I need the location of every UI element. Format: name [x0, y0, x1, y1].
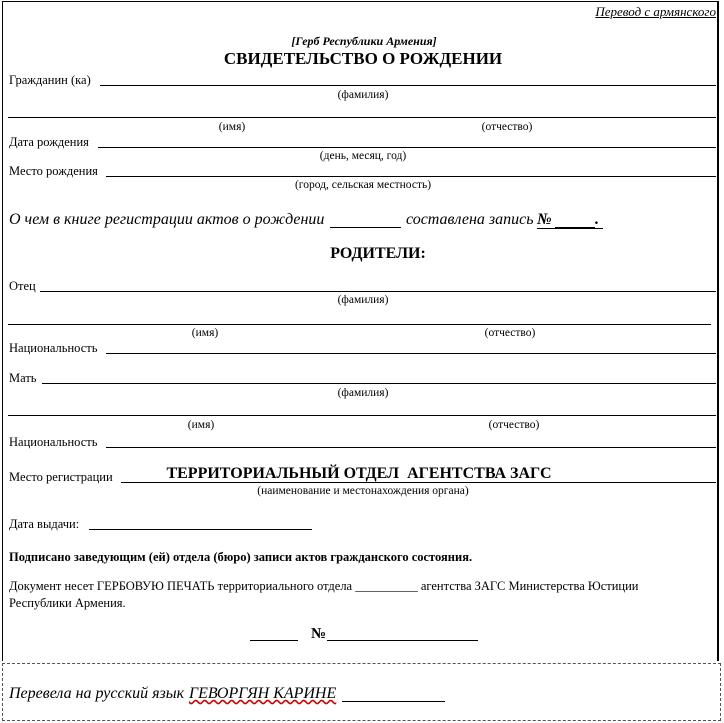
father-label: Отец [9, 279, 36, 293]
father-surname-caption: (фамилия) [337, 294, 389, 306]
father-surname-line [40, 291, 716, 292]
mother-nationality-label: Национальность [9, 435, 98, 449]
surname-line [100, 85, 716, 86]
birth-place-label: Место рождения [9, 164, 98, 178]
birth-date-line [98, 147, 716, 148]
registry-underline [537, 228, 603, 229]
translation-note: Перевод с армянского [595, 4, 716, 19]
registry-text-1: О чем в книге регистрации актов о рождении [9, 211, 325, 228]
citizen-label: Гражданин (ка) [9, 73, 91, 87]
issue-date-label: Дата выдачи: [9, 517, 80, 531]
father-nationality-line [106, 353, 716, 354]
father-patronymic-caption: (отчество) [484, 327, 536, 339]
translator-signature-line [342, 701, 445, 702]
registration-place-caption: (наименование и местонахождения органа) [257, 485, 469, 497]
mother-surname-caption: (фамилия) [337, 387, 389, 399]
mother-name-line [8, 415, 716, 416]
birth-date-caption: (день, месяц, год) [319, 150, 407, 162]
mother-nationality-line [106, 447, 716, 448]
translator-prefix: Перевела на русский язык [9, 685, 185, 702]
registry-date-line [330, 227, 401, 228]
mother-patronymic-caption: (отчество) [488, 419, 540, 431]
father-nationality-label: Национальность [9, 341, 98, 355]
patronymic-caption: (отчество) [481, 121, 533, 133]
birth-place-caption: (город, сельская местность) [294, 179, 432, 191]
signature-number-sign: № [311, 626, 327, 642]
translator-name: ГЕВОРГЯН КАРИНЕ [189, 685, 337, 702]
registry-text-2: составлена запись [406, 211, 534, 228]
signature-date-line [250, 640, 298, 641]
birth-place-line [106, 176, 716, 177]
registration-place-label: Место регистрации [9, 470, 113, 484]
seal-text-line2: Республики Армения. [9, 596, 126, 610]
birth-date-label: Дата рождения [9, 135, 89, 149]
registry-period: . [595, 211, 599, 228]
father-name-caption: (имя) [191, 327, 219, 339]
name-line [8, 117, 716, 118]
mother-label: Мать [9, 371, 37, 385]
registry-number-sign: № [537, 211, 552, 228]
signature-number-line [327, 640, 478, 641]
issue-date-line [89, 529, 312, 530]
mother-surname-line [42, 383, 716, 384]
signed-text: Подписано заведующим (ей) отдела (бюро) записи актов гражданского состояния. [9, 550, 473, 564]
parents-heading: РОДИТЕЛИ: [330, 245, 426, 262]
mother-name-caption: (имя) [187, 419, 215, 431]
registration-place-value: ТЕРРИТОРИАЛЬНЫЙ ОТДЕЛ АГЕНТСТВА ЗАГС [166, 465, 552, 482]
coat-of-arms-note: [Герб Республики Армения] [291, 34, 437, 48]
document-title: СВИДЕТЕЛЬСТВО О РОЖДЕНИИ [223, 49, 503, 68]
name-caption: (имя) [218, 121, 246, 133]
seal-text-line1: Документ несет ГЕРБОВУЮ ПЕЧАТЬ территориального отдела __________ агентства ЗАГС Министерства Юстиции [9, 579, 639, 593]
surname-caption: (фамилия) [337, 89, 389, 101]
father-name-line [8, 324, 711, 325]
